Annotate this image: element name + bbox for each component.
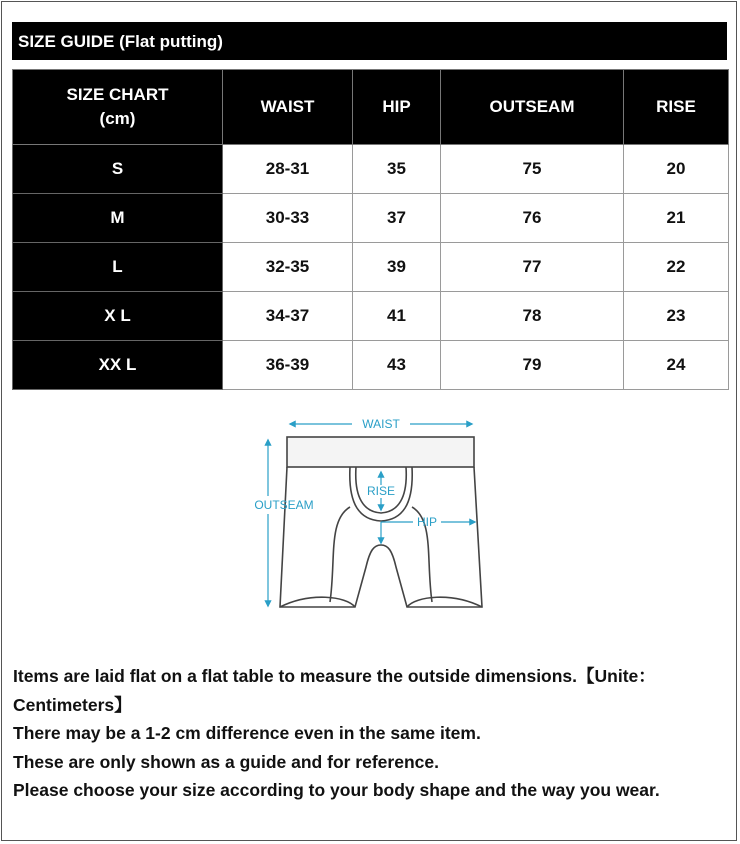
header-size-chart [13, 70, 223, 145]
header-waist: WAIST [223, 70, 353, 145]
size-cell: S [13, 145, 223, 194]
size-cell: XX L [13, 341, 223, 390]
note-line: Items are laid flat on a flat table to measure the outside dimensions.【Unite：Centimeters】 [13, 666, 656, 715]
hip-cell: 43 [353, 341, 441, 390]
waist-cell: 28-31 [223, 145, 353, 194]
header-size-chart-label: SIZE CHART [66, 85, 169, 104]
hip-cell: 39 [353, 243, 441, 292]
header-hip: HIP [353, 70, 441, 145]
hip-cell: 41 [353, 292, 441, 341]
waist-diagram-label: WAIST [362, 417, 400, 431]
outseam-cell: 77 [441, 243, 624, 292]
note-line: There may be a 1-2 cm difference even in the same item. [13, 723, 481, 743]
waist-cell: 34-37 [223, 292, 353, 341]
outseam-cell: 79 [441, 341, 624, 390]
rise-diagram-label: RISE [366, 484, 396, 498]
table-row [13, 194, 729, 243]
header-outseam: OUTSEAM [441, 70, 624, 145]
waist-cell: 32-35 [223, 243, 353, 292]
outseam-cell: 75 [441, 145, 624, 194]
page-title: SIZE GUIDE (Flat putting) [12, 22, 727, 60]
note-line: These are only shown as a guide and for reference. [13, 751, 439, 772]
hip-diagram-label: HIP [416, 515, 438, 529]
hip-cell: 37 [353, 194, 441, 243]
table-row [13, 145, 729, 194]
rise-cell: 24 [624, 341, 729, 390]
waist-cell: 30-33 [223, 194, 353, 243]
table-row [13, 292, 729, 341]
note-line: Please choose your size according to your body shape and the way you wear. [13, 780, 660, 800]
size-cell: X L [13, 292, 223, 341]
header-size-chart-unit: (cm) [99, 109, 136, 128]
outseam-cell: 78 [441, 292, 624, 341]
rise-cell: 22 [624, 243, 729, 292]
size-cell: L [13, 243, 223, 292]
outseam-diagram-label: OUTSEAM [254, 498, 314, 512]
hip-cell: 35 [353, 145, 441, 194]
table-row [13, 243, 729, 292]
size-chart-table [12, 69, 729, 390]
header-rise: RISE [624, 70, 729, 145]
rise-cell: 21 [624, 194, 729, 243]
rise-cell: 20 [624, 145, 729, 194]
rise-cell: 23 [624, 292, 729, 341]
table-row [13, 341, 729, 390]
measurement-notes [13, 662, 728, 805]
waist-cell: 36-39 [223, 341, 353, 390]
measurement-diagram [250, 410, 490, 620]
outseam-cell: 76 [441, 194, 624, 243]
table-header-row [13, 70, 729, 145]
size-cell: M [13, 194, 223, 243]
